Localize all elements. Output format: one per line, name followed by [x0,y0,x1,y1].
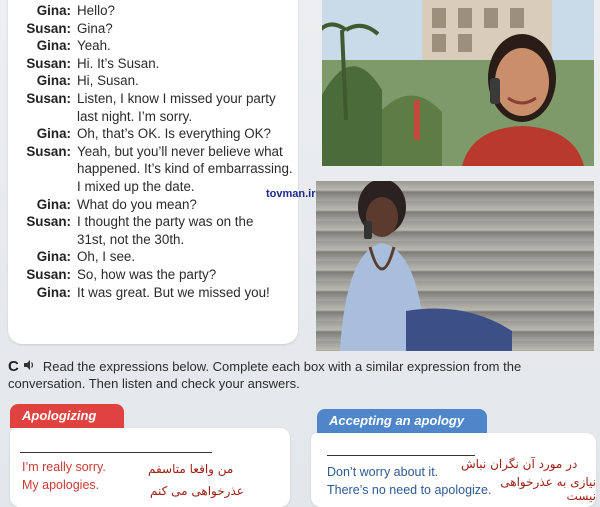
speaker-name: Gina: [36,284,71,300]
speaker-name: Susan: [26,214,71,230]
apology-note: عذرخواهی می کنم [150,484,244,498]
apology-expression: My apologies. [22,478,100,492]
photo-woman-on-phone [322,0,594,166]
accepting-tab: Accepting an apology [317,409,487,433]
answer-blank-line [327,455,475,456]
conversation-line [8,125,298,143]
utterance-text: Oh, that’s OK. Is everything OK? [77,126,272,142]
conversation-line [8,160,298,178]
speaker-name [8,178,71,196]
speaker-name: Susan: [26,143,71,159]
conversation-line [8,248,298,266]
conversation-line [8,72,298,90]
watermark-text: tovman.ir [266,188,316,200]
speaker-name: Gina: [36,38,71,54]
utterance-text: happened. It’s kind of embarrassing. [77,161,293,177]
accepting-note: نیازی به عذرخواهی نیست [500,475,596,503]
speaker-icon[interactable] [23,358,37,375]
speaker-name: Susan: [26,20,71,36]
apology-note: من واقعا متاسفم [148,462,234,476]
conversation-lines [8,2,298,301]
speaker-name [8,231,71,249]
utterance-text: 31st, not the 30th. [77,231,185,247]
utterance-text: I mixed up the date. [77,178,195,194]
apologizing-tab: Apologizing [10,404,124,428]
accepting-expression: There’s no need to apologize. [327,483,492,497]
accepting-note: در مورد آن نگران نباش [461,457,578,471]
conversation-line [8,2,298,20]
accepting-expression: Don’t worry about it. [327,465,439,479]
answer-blank-line [20,452,212,453]
conversation-line [8,90,298,108]
photo-girl-on-steps [316,181,594,351]
speaker-name: Gina: [36,196,71,212]
utterance-text: Hi, Susan. [77,73,139,89]
utterance-text: Yeah. [77,38,111,54]
conversation-line [8,37,298,55]
conversation-line [8,55,298,73]
section-c-instructions [8,358,593,392]
utterance-text: Yeah, but you’ll never believe what [77,143,283,159]
speaker-name: Susan: [26,90,71,106]
utterance-text: Listen, I know I missed your party [77,90,276,106]
utterance-text: Hello? [77,3,115,18]
utterance-text: Hi. It’s Susan. [77,55,160,71]
utterance-text: I thought the party was on the [77,214,254,230]
speaker-name: Gina: [36,73,71,89]
speaker-name: Gina: [36,126,71,142]
speaker-name [8,160,71,178]
utterance-text: So, how was the party? [77,266,217,282]
section-letter: C [8,358,19,375]
speaker-name [8,108,71,126]
conversation-line [8,266,298,284]
utterance-text: It was great. But we missed you! [77,284,270,300]
conversation-line [8,196,298,214]
accepting-box [311,433,596,507]
conversation-line [8,284,298,302]
conversation-panel [8,0,298,344]
speaker-name: Gina: [36,249,71,265]
speaker-name: Gina: [36,3,71,18]
conversation-line [8,213,298,231]
speaker-name: Susan: [26,55,71,71]
conversation-line [8,231,298,249]
instructions-text: Read the expressions below. Complete each box with a similar expression from the conversation. Then listen and check your answers. [8,359,522,391]
utterance-text: Oh, I see. [77,249,136,265]
utterance-text: What do you mean? [77,196,197,212]
apology-expression: I’m really sorry. [22,460,106,474]
utterance-text: last night. I’m sorry. [77,108,193,124]
speaker-name: Susan: [26,266,71,282]
apologizing-box [10,428,290,507]
conversation-line [8,143,298,161]
utterance-text: Gina? [77,20,113,36]
conversation-line [8,178,298,196]
conversation-line [8,20,298,38]
conversation-line [8,108,298,126]
